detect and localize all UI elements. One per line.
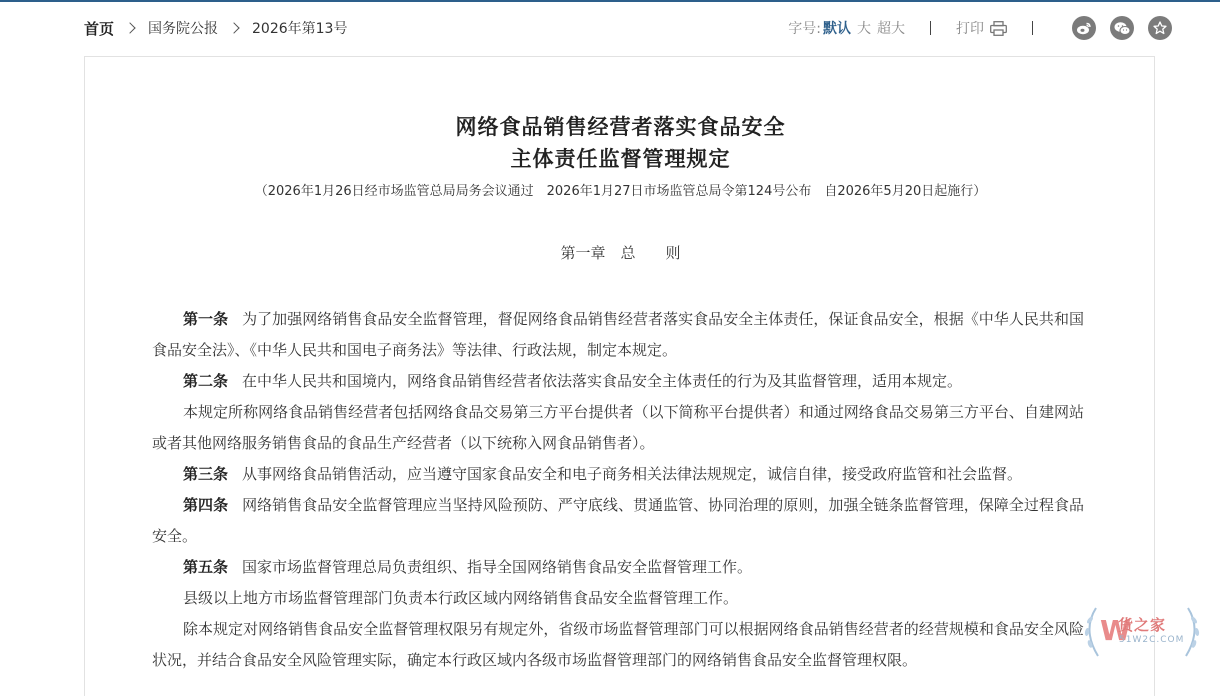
- watermark-brand: 货之家: [1118, 616, 1167, 634]
- article-text: 在中华人民共和国境内，网络食品销售经营者依法落实食品安全主体责任的行为及其监督管理，适用本规定。: [242, 372, 963, 390]
- article-paragraph: [152, 490, 1084, 552]
- toolbar-divider: [1032, 21, 1033, 35]
- watermark-logo: [1078, 600, 1206, 666]
- breadcrumb-item-issue[interactable]: 2026年第13号: [252, 21, 348, 37]
- article-paragraph: [152, 397, 1084, 459]
- article-text: 本规定所称网络食品销售经营者包括网络食品交易第三方平台提供者（以下简称平台提供者）和通过网络食品交易第三方平台、自建网站或者其他网络服务销售食品的食品生产经营者（以下统称入网食品销售者）。: [152, 403, 1084, 452]
- wechat-share-button[interactable]: [1110, 16, 1134, 40]
- print-label: 打印: [956, 21, 984, 37]
- toolbar-divider: [930, 21, 931, 35]
- article-title-line1: 网络食品销售经营者落实食品安全: [455, 114, 786, 139]
- breadcrumb-item-gazette[interactable]: 国务院公报: [148, 21, 219, 37]
- print-button[interactable]: [956, 18, 1007, 38]
- font-size-large-button[interactable]: 大: [857, 21, 871, 37]
- article-text: 除本规定对网络销售食品安全监督管理权限另有规定外，省级市场监督管理部门可以根据网络食品销售经营者的经营规模和食品安全风险状况，并结合食品安全风险管理实际，确定本行政区域内各级市场监督管理部门的网络销售食品安全监督管理权限。: [152, 620, 1084, 669]
- weibo-share-button[interactable]: [1072, 16, 1096, 40]
- article-title-line2: 主体责任监督管理规定: [510, 146, 731, 171]
- article-label: 第一条: [183, 310, 229, 328]
- article-subtitle: （2026年1月26日经市场监管总局局务会议通过 2026年1月27日市场监管总局令第124号公布 自2026年5月20日起施行）: [254, 184, 987, 199]
- article-label: 第四条: [183, 496, 229, 514]
- printer-icon: [990, 21, 1007, 36]
- article-body: [152, 304, 1084, 676]
- article-label: 第五条: [183, 558, 229, 576]
- article-frame: [84, 56, 1155, 696]
- article-paragraph: [152, 366, 1084, 397]
- article-paragraph: [152, 614, 1084, 676]
- article-paragraph: [152, 304, 1084, 366]
- weibo-icon: [1076, 21, 1092, 35]
- article-paragraph: [152, 552, 1084, 583]
- top-accent-line: [0, 0, 1220, 2]
- watermark-domain: 51W2C.COM: [1119, 635, 1185, 645]
- breadcrumb: [84, 17, 347, 39]
- article-text: 为了加强网络销售食品安全监督管理，督促网络食品销售经营者落实食品安全主体责任，保证食品安全，根据《中华人民共和国食品安全法》、《中华人民共和国电子商务法》等法律、行政法规，制定本规定。: [152, 310, 1084, 359]
- chapter-heading: 第一章 总 则: [560, 244, 681, 262]
- article-paragraph: [152, 459, 1084, 490]
- article-toolbar: [788, 14, 1172, 42]
- favorite-button[interactable]: [1148, 16, 1172, 40]
- breadcrumb-home[interactable]: 首页: [84, 19, 115, 38]
- font-size-xlarge-button[interactable]: 超大: [877, 21, 905, 37]
- article-text: 从事网络食品销售活动，应当遵守国家食品安全和电子商务相关法律法规规定，诚信自律，接受政府监管和社会监督。: [242, 465, 1023, 483]
- article-text: 国家市场监督管理总局负责组织、指导全国网络销售食品安全监督管理工作。: [242, 558, 753, 576]
- article-label: 第三条: [183, 465, 229, 483]
- article-label: 第二条: [183, 372, 229, 390]
- favorite-star-icon: [1153, 21, 1167, 35]
- article-text: 县级以上地方市场监督管理部门负责本行政区域内网络销售食品安全监督管理工作。: [183, 589, 739, 607]
- font-size-default-button[interactable]: 默认: [823, 21, 851, 37]
- font-size-label: 字号:: [788, 21, 821, 37]
- article-paragraph: [152, 583, 1084, 614]
- chevron-right-icon: [124, 22, 135, 33]
- wechat-icon: [1114, 21, 1131, 36]
- svg-text:W: W: [1100, 614, 1131, 647]
- article-text: 网络销售食品安全监督管理应当坚持风险预防、严守底线、贯通监管、协同治理的原则，加强全链条监督管理，保障全过程食品安全。: [152, 496, 1084, 545]
- chevron-right-icon: [228, 22, 239, 33]
